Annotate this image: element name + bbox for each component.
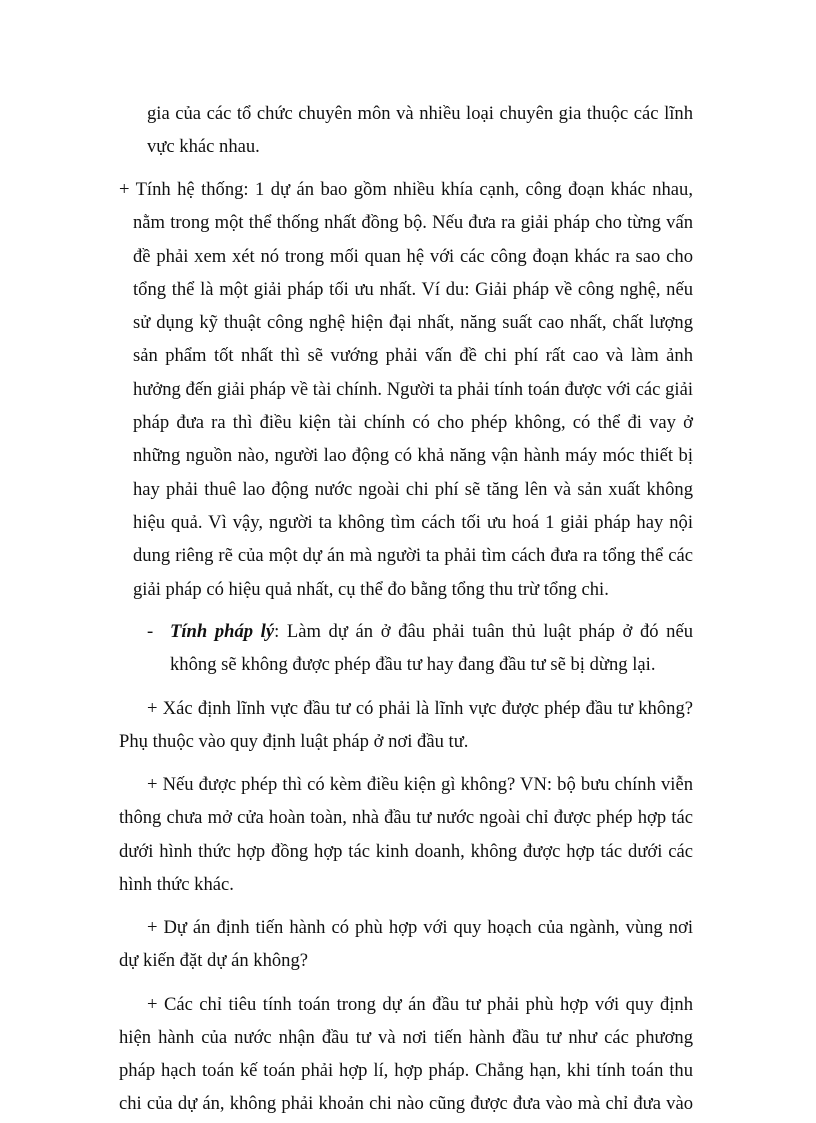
paragraph-line: hiện hành của nước nhận đầu tư và nơi tiến hành đầu tư như các phương bbox=[119, 1027, 693, 1048]
paragraph-line: hưởng đến giải pháp về tài chính. Người ta phải tính toán được với các giải bbox=[133, 379, 693, 400]
legal-heading-line bbox=[170, 623, 693, 642]
paragraph-line: sử dụng kỹ thuật công nghệ hiện đại nhất, năng suất cao nhất, chất lượng bbox=[133, 312, 693, 333]
paragraph-line: giải pháp có hiệu quả nhất, cụ thể đo bằng tổng thu trừ tổng chi. bbox=[133, 579, 609, 600]
paragraph-line: dự kiến đặt dự án không? bbox=[119, 950, 309, 971]
paragraph-line: tổng thể là một giải pháp tối ưu nhất. Ví du: Giải pháp về công nghệ, nếu bbox=[133, 279, 693, 300]
paragraph-line: + Tính hệ thống: 1 dự án bao gồm nhiều khía cạnh, công đoạn khác nhau, bbox=[119, 179, 693, 200]
paragraph-line: hiệu quả. Vì vậy, người ta không tìm cách tối ưu hoá 1 giải pháp hay nội bbox=[133, 512, 693, 533]
paragraph-line: dưới hình thức hợp đồng hợp tác kinh doanh, không được hợp tác dưới các bbox=[119, 841, 693, 862]
paragraph-line: + Xác định lĩnh vực đầu tư có phải là lĩnh vực được phép đầu tư không? bbox=[147, 698, 693, 719]
paragraph-line: + Các chỉ tiêu tính toán trong dự án đầu tư phải phù hợp với quy định bbox=[147, 994, 693, 1015]
paragraph-line: hình thức khác. bbox=[119, 874, 234, 895]
paragraph-line: nằm trong một thể thống nhất đồng bộ. Nếu đưa ra giải pháp cho từng vấn bbox=[133, 212, 693, 233]
paragraph-line: pháp đưa ra thì điều kiện tài chính có cho phép không, có thể đi vay ở bbox=[133, 412, 693, 433]
paragraph-line: đề phải xem xét nó trong mối quan hệ với các công đoạn khác ra sao cho bbox=[133, 246, 693, 267]
paragraph-line: không sẽ không được phép đầu tư hay đang đầu tư sẽ bị dừng lại. bbox=[170, 654, 656, 675]
bullet-dash: - bbox=[147, 621, 154, 642]
paragraph-line: thông chưa mở cửa hoàn toàn, nhà đầu tư nước ngoài chỉ được phép hợp tác bbox=[119, 807, 693, 828]
paragraph-line: những nguồn nào, người lao động có khả năng vận hành máy móc thiết bị bbox=[133, 445, 693, 466]
paragraph-line: dung riêng rẽ của một dự án mà người ta phải tìm cách đưa ra tổng thể các bbox=[133, 545, 693, 566]
paragraph-line: chi của dự án, không phải khoản chi nào cũng được đưa vào mà chỉ đưa vào bbox=[119, 1093, 693, 1114]
paragraph-line: Phụ thuộc vào quy định luật pháp ở nơi đầu tư. bbox=[119, 731, 469, 752]
legal-heading-label: Tính pháp lý bbox=[170, 621, 275, 642]
paragraph-line: sản phẩm tốt nhất thì sẽ vướng phải vấn đề chi phí rất cao và làm ảnh bbox=[133, 345, 693, 366]
paragraph-line: hay phải thuê lao động nước ngoài chi phí sẽ tăng lên và sản xuất không bbox=[133, 479, 693, 500]
paragraph-line: pháp hạch toán kế toán phải hợp lí, hợp pháp. Chẳng hạn, khi tính toán thu bbox=[119, 1060, 693, 1081]
paragraph-line: + Nếu được phép thì có kèm điều kiện gì không? VN: bộ bưu chính viễn bbox=[147, 774, 693, 795]
paragraph-line: gia của các tổ chức chuyên môn và nhiều loại chuyên gia thuộc các lĩnh bbox=[147, 103, 693, 124]
legal-heading-text: : Làm dự án ở đâu phải tuân thủ luật pháp ở đó nếu bbox=[274, 621, 694, 642]
paragraph-line: + Dự án định tiến hành có phù hợp với quy hoạch của ngành, vùng nơi bbox=[147, 917, 693, 938]
paragraph-line: vực khác nhau. bbox=[147, 136, 260, 157]
